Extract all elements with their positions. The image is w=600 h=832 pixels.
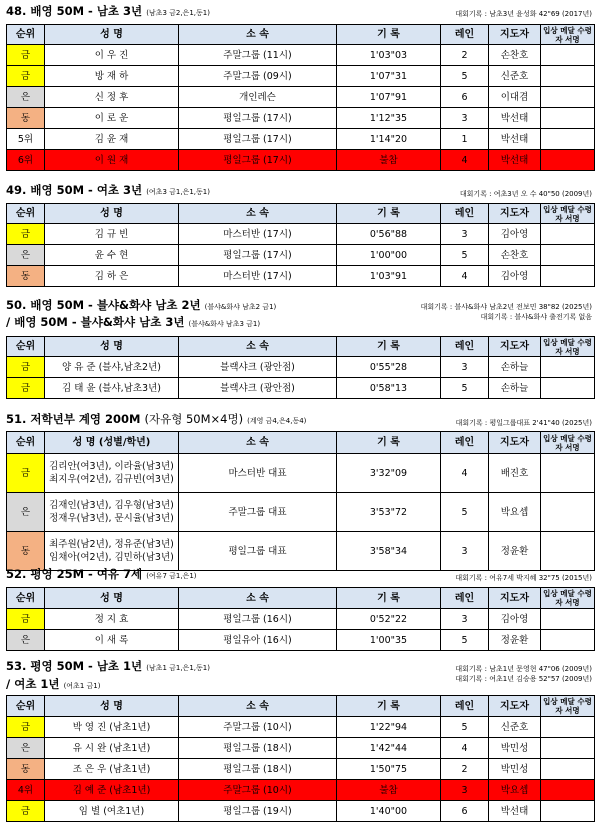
- table-row: [7, 66, 595, 87]
- rank-cell: 금: [7, 609, 45, 630]
- column-header: 지도자: [489, 432, 541, 454]
- table-header-row: [7, 432, 595, 454]
- table-row: [7, 738, 595, 759]
- column-header: 성 명 (성별/학년): [45, 432, 179, 454]
- signature-cell[interactable]: [541, 108, 595, 129]
- event-title: [6, 183, 210, 199]
- team-cell: 주말그룹 (11시): [179, 45, 337, 66]
- coach-cell: 박민성: [489, 759, 541, 780]
- table-row: [7, 245, 595, 266]
- results-table: [6, 431, 595, 571]
- lane-cell: 4: [441, 150, 489, 171]
- name-cell: 윤 수 현: [45, 245, 179, 266]
- column-header: 기 록: [337, 588, 441, 609]
- medal-count-note-secondary: (블샤&화샤 남초3 금1): [188, 320, 261, 328]
- lane-cell: 3: [441, 108, 489, 129]
- lane-cell: 4: [441, 738, 489, 759]
- event-title: [6, 567, 197, 583]
- time-cell: 1'40"00: [337, 801, 441, 822]
- column-header: 기 록: [337, 337, 441, 357]
- column-header: 순위: [7, 25, 45, 45]
- table-row: [7, 45, 595, 66]
- table-header-row: [7, 696, 595, 717]
- time-cell: 1'00"00: [337, 245, 441, 266]
- lane-cell: 6: [441, 87, 489, 108]
- signature-cell[interactable]: [541, 738, 595, 759]
- column-header: 소 속: [179, 337, 337, 357]
- meet-record: 대회기록 : 블샤&화샤 남초2년 전보민 38"82 (2025년): [420, 303, 592, 311]
- coach-cell: 정윤환: [489, 630, 541, 651]
- table-row: [7, 108, 595, 129]
- name-cell: 김 태 윤 (블샤,남초3년): [45, 378, 179, 399]
- rank-cell: 은: [7, 87, 45, 108]
- signature-cell[interactable]: [541, 245, 595, 266]
- column-header: 소 속: [179, 696, 337, 717]
- column-header: 소 속: [179, 588, 337, 609]
- signature-cell[interactable]: [541, 357, 595, 378]
- rank-cell: 동: [7, 759, 45, 780]
- results-table: [6, 695, 595, 822]
- column-header: 성 명: [45, 696, 179, 717]
- relay-members-cell: [45, 532, 179, 571]
- event-title-text: 50. 배영 50M - 블샤&화샤 남초 2년: [6, 298, 201, 312]
- rank-cell: 금: [7, 66, 45, 87]
- signature-cell[interactable]: [541, 717, 595, 738]
- time-cell: 0'52"22: [337, 609, 441, 630]
- results-table: [6, 336, 595, 399]
- column-header: 레인: [441, 25, 489, 45]
- column-header: 순위: [7, 337, 45, 357]
- time-cell: 1'22"94: [337, 717, 441, 738]
- results-table: [6, 587, 595, 651]
- signature-cell[interactable]: [541, 630, 595, 651]
- signature-cell[interactable]: [541, 129, 595, 150]
- lane-cell: 2: [441, 759, 489, 780]
- event-title-secondary: [6, 677, 100, 693]
- coach-cell: 박선태: [489, 150, 541, 171]
- name-cell: 김 규 빈: [45, 224, 179, 245]
- time-cell: 1'00"35: [337, 630, 441, 651]
- team-cell: 주말그룹 (10시): [179, 717, 337, 738]
- lane-cell: 5: [441, 66, 489, 87]
- signature-cell[interactable]: [541, 224, 595, 245]
- lane-cell: 1: [441, 129, 489, 150]
- time-cell: 3'58"34: [337, 532, 441, 571]
- event-title-text: 48. 배영 50M - 남초 3년: [6, 4, 143, 18]
- table-row: [7, 532, 595, 571]
- team-cell: 블랙샤크 (광안점): [179, 357, 337, 378]
- column-header: 지도자: [489, 696, 541, 717]
- time-cell: 3'53"72: [337, 493, 441, 532]
- team-cell: 블랙샤크 (광안점): [179, 378, 337, 399]
- table-row: [7, 87, 595, 108]
- meet-record: 대회기록 : 여초1년 김승용 52"57 (2009년): [455, 675, 592, 683]
- team-cell: 평일그룹 (19시): [179, 801, 337, 822]
- coach-cell: 정윤환: [489, 532, 541, 571]
- rank-cell: 은: [7, 630, 45, 651]
- lane-cell: 4: [441, 454, 489, 493]
- event-title-text: 52. 평영 25M - 여유 7세: [6, 567, 143, 581]
- name-cell: 이 우 진: [45, 45, 179, 66]
- column-header: 레인: [441, 588, 489, 609]
- column-header: 성 명: [45, 25, 179, 45]
- results-table: [6, 203, 595, 287]
- table-row: [7, 630, 595, 651]
- name-cell: 김 윤 재: [45, 129, 179, 150]
- column-header: 입상 메달 수령자 서명: [541, 696, 595, 717]
- signature-cell[interactable]: [541, 87, 595, 108]
- coach-cell: 손하늘: [489, 378, 541, 399]
- rank-cell: 금: [7, 224, 45, 245]
- team-cell: 평일그룹 대표: [179, 532, 337, 571]
- column-header: 순위: [7, 696, 45, 717]
- event-title-extra: (자유형 50M×4명): [144, 412, 244, 426]
- medal-count-note: (여유7 금1,은1): [146, 572, 197, 580]
- column-header: 레인: [441, 432, 489, 454]
- column-header: 입상 메달 수령자 서명: [541, 588, 595, 609]
- team-cell: 평일그룹 (18시): [179, 759, 337, 780]
- name-cell: 조 은 우 (남초1년): [45, 759, 179, 780]
- column-header: 입상 메달 수령자 서명: [541, 432, 595, 454]
- results-table: [6, 24, 595, 171]
- time-cell: 1'42"44: [337, 738, 441, 759]
- lane-cell: 3: [441, 224, 489, 245]
- medal-count-note: (계영 금4,은4,동4): [247, 417, 307, 425]
- event-title-text: 49. 배영 50M - 여초 3년: [6, 183, 143, 197]
- name-cell: 정 지 효: [45, 609, 179, 630]
- medal-count-note: (남초3 금2,은1,동1): [146, 9, 210, 17]
- time-cell: 1'14"20: [337, 129, 441, 150]
- coach-cell: 신준호: [489, 717, 541, 738]
- time-cell: 1'07"91: [337, 87, 441, 108]
- event-title-text: 53. 평영 50M - 남초 1년: [6, 659, 143, 673]
- signature-cell[interactable]: [541, 378, 595, 399]
- column-header: 지도자: [489, 204, 541, 224]
- table-row: [7, 780, 595, 801]
- coach-cell: 손찬호: [489, 45, 541, 66]
- signature-cell[interactable]: [541, 150, 595, 171]
- column-header: 기 록: [337, 432, 441, 454]
- coach-cell: 신준호: [489, 66, 541, 87]
- signature-cell[interactable]: [541, 801, 595, 822]
- rank-cell: 동: [7, 266, 45, 287]
- table-row: [7, 378, 595, 399]
- column-header: 입상 메달 수령자 서명: [541, 25, 595, 45]
- medal-count-note: (남초1 금1,은1,동1): [146, 664, 210, 672]
- coach-cell: 손하늘: [489, 357, 541, 378]
- column-header: 기 록: [337, 696, 441, 717]
- column-header: 소 속: [179, 25, 337, 45]
- lane-cell: 5: [441, 378, 489, 399]
- rank-cell: 은: [7, 245, 45, 266]
- event-title: [6, 4, 210, 20]
- table-row: [7, 454, 595, 493]
- coach-cell: 박선태: [489, 129, 541, 150]
- column-header: 순위: [7, 432, 45, 454]
- column-header: 순위: [7, 204, 45, 224]
- event-section: [6, 659, 594, 823]
- team-cell: 평일그룹 (17시): [179, 129, 337, 150]
- lane-cell: 4: [441, 266, 489, 287]
- table-row: [7, 717, 595, 738]
- event-section: [6, 4, 594, 172]
- coach-cell: 손찬호: [489, 245, 541, 266]
- name-cell: 이 새 록: [45, 630, 179, 651]
- signature-cell[interactable]: [541, 780, 595, 801]
- name-cell: 유 시 완 (남초1년): [45, 738, 179, 759]
- rank-cell: 동: [7, 532, 45, 571]
- signature-cell[interactable]: [541, 609, 595, 630]
- column-header: 성 명: [45, 588, 179, 609]
- table-header-row: [7, 204, 595, 224]
- team-cell: 평일그룹 (17시): [179, 108, 337, 129]
- column-header: 입상 메달 수령자 서명: [541, 337, 595, 357]
- column-header: 순위: [7, 588, 45, 609]
- time-cell: 1'03"91: [337, 266, 441, 287]
- time-cell: 1'07"31: [337, 66, 441, 87]
- table-row: [7, 493, 595, 532]
- name-cell: 신 정 후: [45, 87, 179, 108]
- rank-cell: 은: [7, 738, 45, 759]
- team-cell: 마스터반 대표: [179, 454, 337, 493]
- team-cell: 주말그룹 (09시): [179, 66, 337, 87]
- rank-cell: 금: [7, 801, 45, 822]
- rank-cell: 금: [7, 357, 45, 378]
- column-header: 지도자: [489, 588, 541, 609]
- name-cell: 양 유 준 (블샤,남초2년): [45, 357, 179, 378]
- table-row: [7, 129, 595, 150]
- relay-member-line: 최지우(여2년), 김규빈(여3년): [49, 474, 174, 485]
- time-cell: 0'56"88: [337, 224, 441, 245]
- team-cell: 평일그룹 (16시): [179, 609, 337, 630]
- relay-member-line: 김리안(여3년), 이라율(남3년): [49, 461, 174, 472]
- event-title: [6, 412, 306, 428]
- signature-cell[interactable]: [541, 454, 595, 493]
- rank-cell: 5위: [7, 129, 45, 150]
- column-header: 지도자: [489, 337, 541, 357]
- event-title: [6, 298, 276, 314]
- coach-cell: 김아영: [489, 224, 541, 245]
- coach-cell: 이대겸: [489, 87, 541, 108]
- lane-cell: 3: [441, 780, 489, 801]
- team-cell: 평일그룹 (18시): [179, 738, 337, 759]
- relay-member-line: 임채아(여2년), 김민하(남3년): [49, 552, 174, 563]
- signature-cell[interactable]: [541, 532, 595, 571]
- team-cell: 주말그룹 (10시): [179, 780, 337, 801]
- relay-member-line: 최주원(남2년), 정유준(남3년): [49, 539, 174, 550]
- meet-record: 대회기록 : 여초3년 오 수 40"50 (2009년): [459, 190, 592, 198]
- team-cell: 평일그룹 (17시): [179, 150, 337, 171]
- signature-cell[interactable]: [541, 493, 595, 532]
- time-cell: 1'50"75: [337, 759, 441, 780]
- table-header-row: [7, 588, 595, 609]
- rank-cell: 금: [7, 378, 45, 399]
- rank-cell: 금: [7, 45, 45, 66]
- team-cell: 평일유아 (16시): [179, 630, 337, 651]
- column-header: 입상 메달 수령자 서명: [541, 204, 595, 224]
- column-header: 지도자: [489, 25, 541, 45]
- lane-cell: 3: [441, 609, 489, 630]
- rank-cell: 6위: [7, 150, 45, 171]
- rank-cell: 금: [7, 454, 45, 493]
- column-header: 기 록: [337, 25, 441, 45]
- lane-cell: 5: [441, 245, 489, 266]
- lane-cell: 6: [441, 801, 489, 822]
- meet-record: 대회기록 : 여유7세 박지혜 32"75 (2015년): [455, 574, 592, 582]
- coach-cell: 박요셉: [489, 780, 541, 801]
- coach-cell: 박요셉: [489, 493, 541, 532]
- lane-cell: 2: [441, 45, 489, 66]
- time-cell: 0'58"13: [337, 378, 441, 399]
- time-cell: 1'03"03: [337, 45, 441, 66]
- name-cell: 방 재 하: [45, 66, 179, 87]
- name-cell: 임 별 (여초1년): [45, 801, 179, 822]
- event-section: [6, 412, 594, 572]
- relay-members-cell: [45, 454, 179, 493]
- rank-cell: 금: [7, 717, 45, 738]
- name-cell: 김 하 은: [45, 266, 179, 287]
- coach-cell: 박선태: [489, 108, 541, 129]
- rank-cell: 은: [7, 493, 45, 532]
- meet-record: 대회기록 : 평일그룹대표 2'41"40 (2025년): [455, 419, 592, 427]
- time-cell: 0'55"28: [337, 357, 441, 378]
- medal-count-note: (여초3 금1,은1,동1): [146, 188, 210, 196]
- medal-count-note: (블샤&화샤 남초2 금1): [204, 303, 277, 311]
- coach-cell: 배진호: [489, 454, 541, 493]
- name-cell: 이 원 재: [45, 150, 179, 171]
- table-row: [7, 266, 595, 287]
- table-row: [7, 609, 595, 630]
- signature-cell[interactable]: [541, 66, 595, 87]
- coach-cell: 김아영: [489, 266, 541, 287]
- time-cell: 불참: [337, 150, 441, 171]
- name-cell: 이 로 운: [45, 108, 179, 129]
- event-title-secondary: [6, 315, 260, 331]
- time-cell: 1'12"35: [337, 108, 441, 129]
- column-header: 기 록: [337, 204, 441, 224]
- column-header: 성 명: [45, 337, 179, 357]
- event-section: [6, 183, 594, 288]
- rank-cell: 4위: [7, 780, 45, 801]
- name-cell: 김 예 준 (남초1년): [45, 780, 179, 801]
- time-cell: 불참: [337, 780, 441, 801]
- lane-cell: 3: [441, 357, 489, 378]
- team-cell: 마스터반 (17시): [179, 224, 337, 245]
- table-row: [7, 224, 595, 245]
- table-row: [7, 801, 595, 822]
- table-header-row: [7, 25, 595, 45]
- team-cell: 평일그룹 (17시): [179, 245, 337, 266]
- meet-record: 대회기록 : 블샤&화샤 출전기록 없음: [480, 313, 592, 321]
- team-cell: 주말그룹 대표: [179, 493, 337, 532]
- team-cell: 개인레슨: [179, 87, 337, 108]
- column-header: 레인: [441, 696, 489, 717]
- event-section: [6, 567, 594, 652]
- table-row: [7, 357, 595, 378]
- event-title-text: 51. 저학년부 계영 200M: [6, 412, 141, 426]
- table-row: [7, 150, 595, 171]
- column-header: 레인: [441, 337, 489, 357]
- column-header: 소 속: [179, 204, 337, 224]
- name-cell: 박 영 진 (남초1년): [45, 717, 179, 738]
- relay-member-line: 정재우(남3년), 문시율(남3년): [49, 513, 174, 524]
- column-header: 성 명: [45, 204, 179, 224]
- meet-record: 대회기록 : 남초1년 문영현 47"06 (2009년): [455, 665, 592, 673]
- coach-cell: 김아영: [489, 609, 541, 630]
- event-title: [6, 659, 210, 675]
- signature-cell[interactable]: [541, 759, 595, 780]
- event-title-secondary-text: / 여초 1년: [6, 677, 60, 691]
- signature-cell[interactable]: [541, 266, 595, 287]
- relay-members-cell: [45, 493, 179, 532]
- medal-count-note-secondary: (여초1 금1): [63, 682, 101, 690]
- lane-cell: 5: [441, 717, 489, 738]
- signature-cell[interactable]: [541, 45, 595, 66]
- coach-cell: 박선태: [489, 801, 541, 822]
- lane-cell: 5: [441, 630, 489, 651]
- meet-record: 대회기록 : 남초3년 윤성화 42"69 (2017년): [455, 10, 592, 18]
- event-title-secondary-text: / 배영 50M - 블샤&화샤 남초 3년: [6, 315, 185, 329]
- event-section: [6, 298, 594, 400]
- table-header-row: [7, 337, 595, 357]
- time-cell: 3'32"09: [337, 454, 441, 493]
- column-header: 소 속: [179, 432, 337, 454]
- column-header: 레인: [441, 204, 489, 224]
- lane-cell: 3: [441, 532, 489, 571]
- team-cell: 마스터반 (17시): [179, 266, 337, 287]
- rank-cell: 동: [7, 108, 45, 129]
- table-row: [7, 759, 595, 780]
- coach-cell: 박민성: [489, 738, 541, 759]
- lane-cell: 5: [441, 493, 489, 532]
- relay-member-line: 김재인(남3년), 김우형(남3년): [49, 500, 174, 511]
